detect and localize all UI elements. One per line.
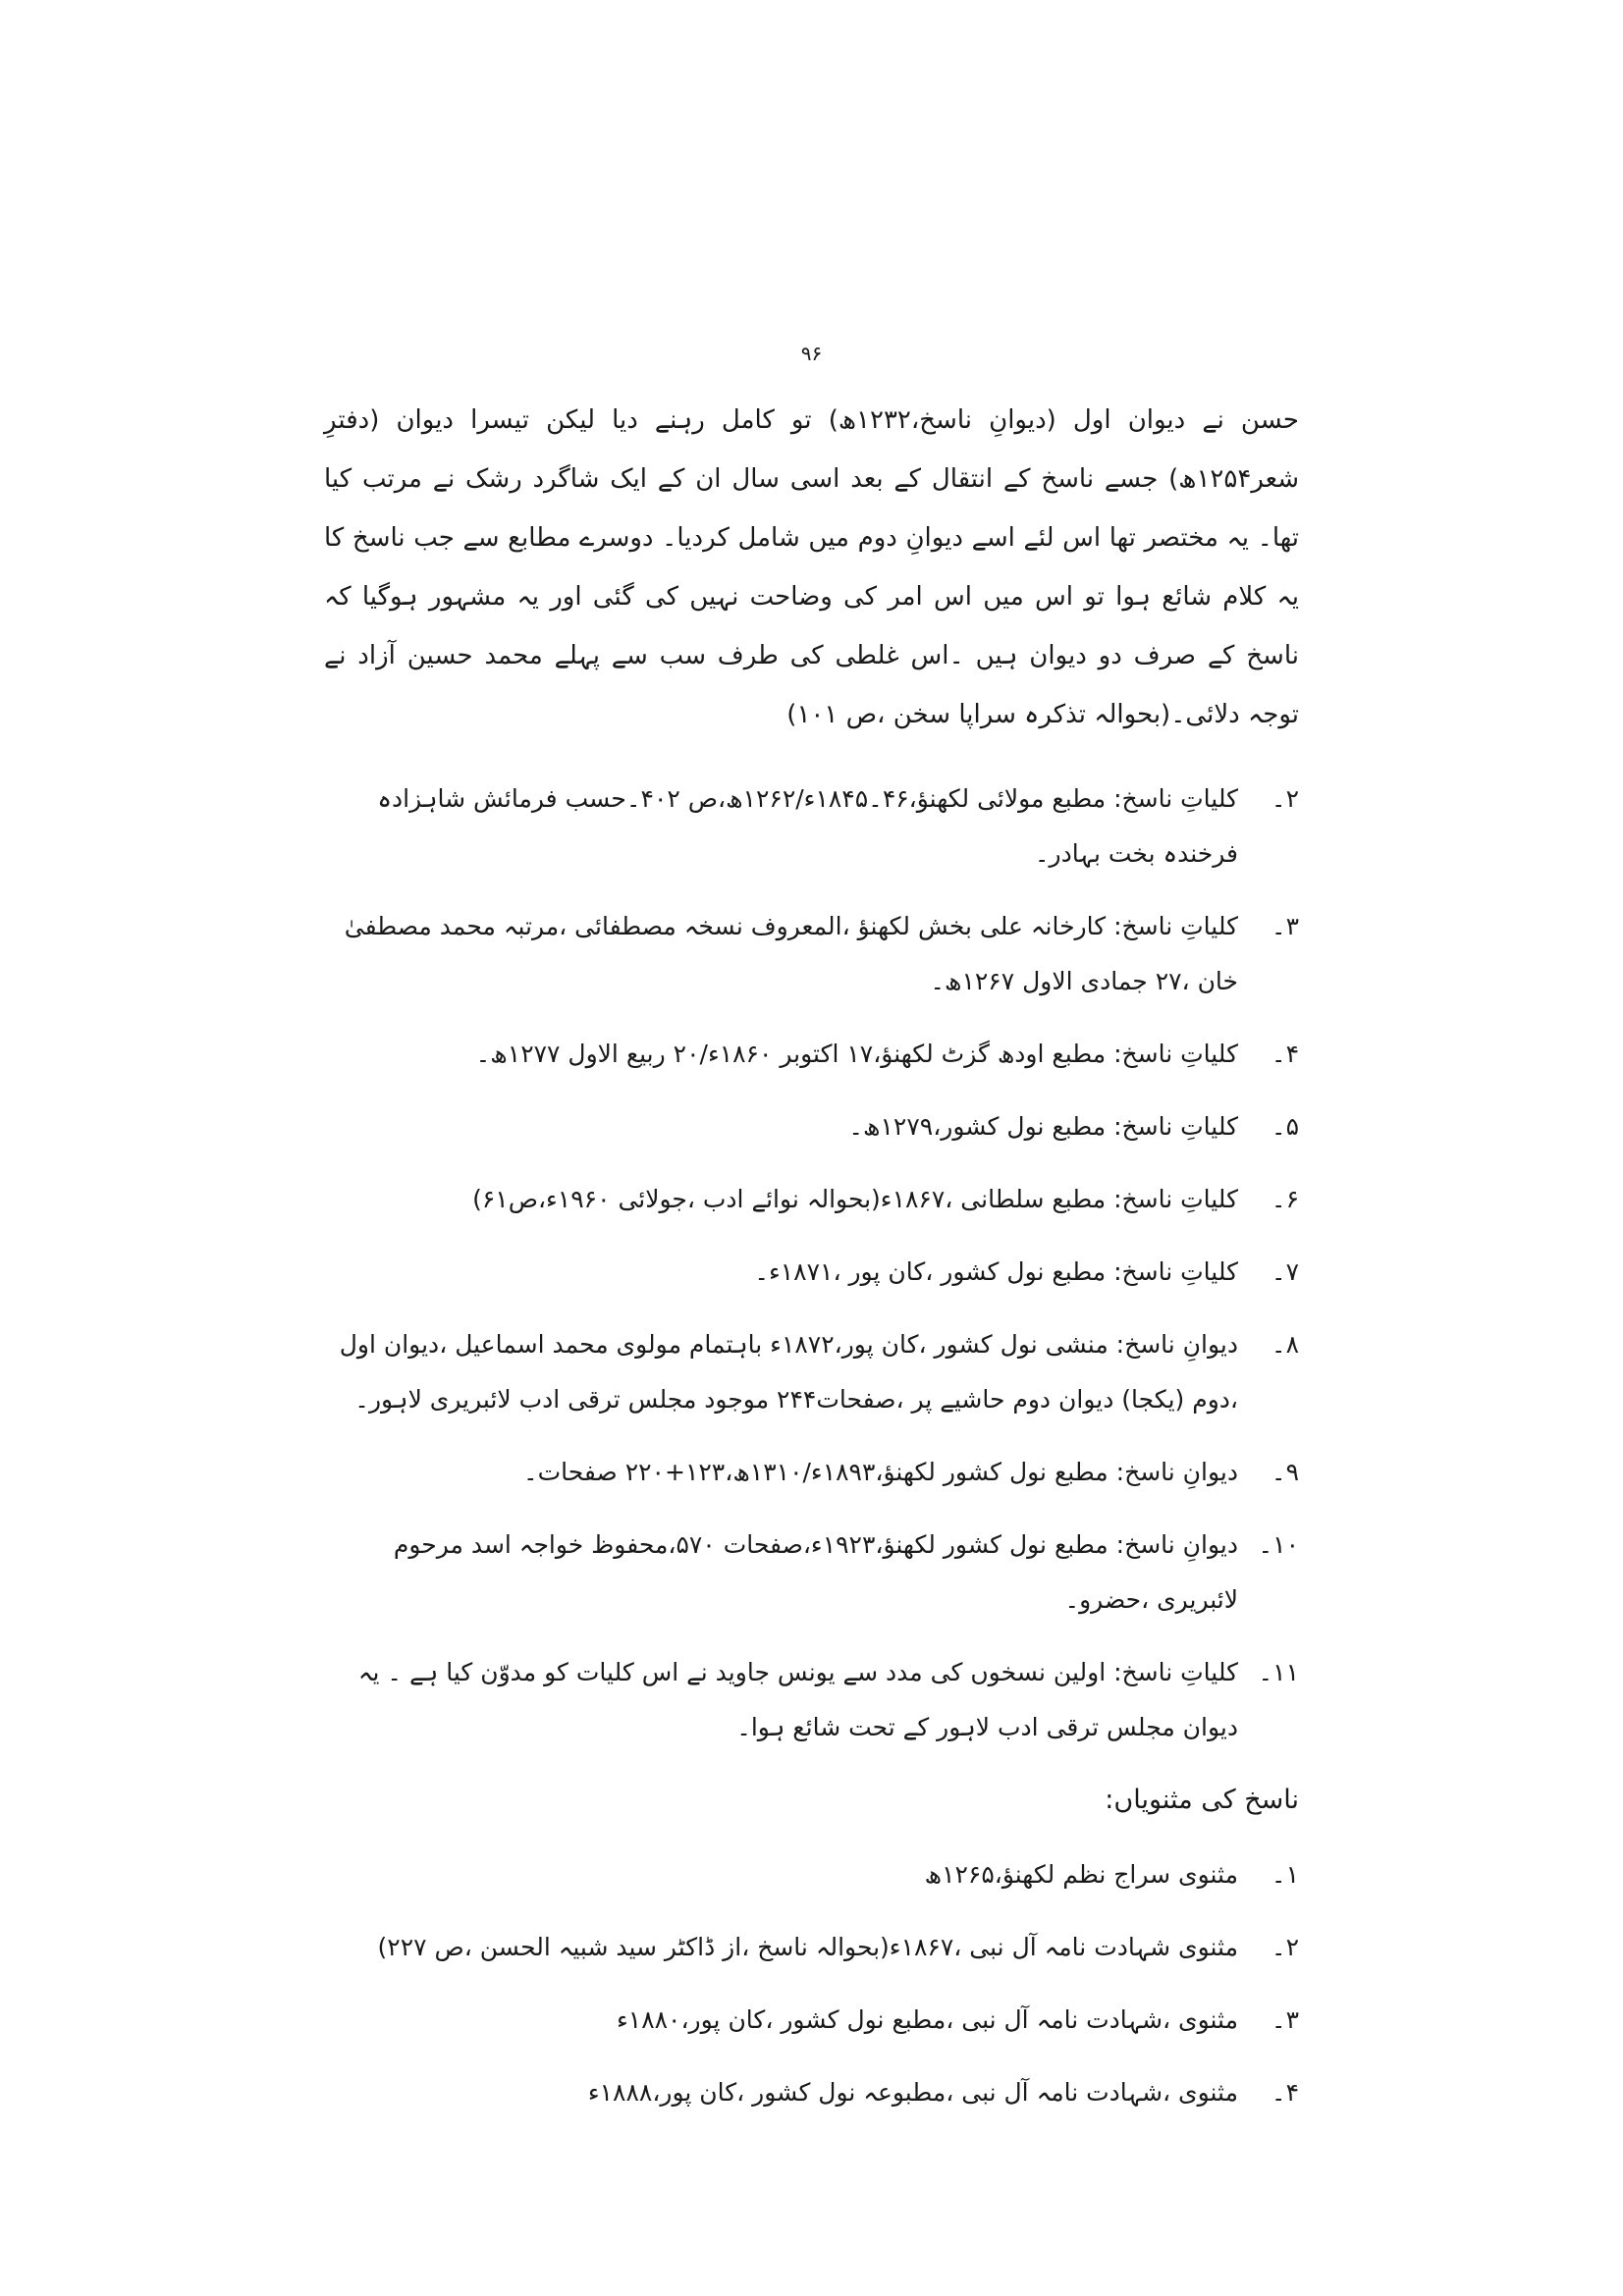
list-text: دیوانِ ناسخ: مطبع نول کشور لکھنؤ،۱۹۲۳ء،صفحات ۵۷۰،محفوظ خواجہ اسد مرحوم لائبریری ،حضرو۔ [393,1530,1238,1614]
list-number: ۹۔ [1271,1458,1299,1486]
intro-line: حسن نے دیوان اول (دیوانِ ناسخ،۱۲۳۲ھ) تو کامل رہنے دیا لیکن تیسرا دیوان (دفترِ شعر۱۲۵۴ھ) جسے ناسخ کے [324,405,1300,494]
intro-paragraph [324,391,1299,744]
list-text: دیوانِ ناسخ: مطبع نول کشور لکھنؤ،۱۸۹۳ء/۱۳۱۰ھ،۱۲۳+۲۲۰ صفحات۔ [522,1458,1238,1486]
list-text: کلیاتِ ناسخ: مطبع نول کشور،۱۲۷۹ھ۔ [848,1112,1238,1141]
list-number: ۱۱۔ [1258,1658,1299,1686]
list-text: کلیاتِ ناسخ: مطبع اودھ گزٹ لکھنؤ،۱۷ اکتوبر ۱۸۶۰ء/۲۰ ربیع الاول ۱۲۷۷ھ۔ [475,1040,1238,1068]
list-text: مثنوی ،شہادت نامہ آل نبی ،مطبع نول کشور ،کان پور،۱۸۸۰ء [617,2005,1238,2034]
list-number: ۳۔ [1271,912,1299,940]
list-item [324,1445,1299,1500]
list-number: ۳۔ [1271,2005,1299,2034]
list-number: ۱۰۔ [1258,1530,1299,1559]
list-text: مثنوی ،شہادت نامہ آل نبی ،مطبوعہ نول کشور ،کان پور،۱۸۸۸ء [587,2078,1238,2107]
list-item [324,1245,1299,1300]
intro-line: انتقال کے بعد اسی سال ان کے ایک شاگرد رشک نے مرتب کیا تھا۔ یہ مختصر تھا اس لئے اسے دیوانِ دوم میں [324,464,1300,553]
list-number: ۴۔ [1271,2078,1299,2107]
list-item [324,772,1299,881]
list-item [324,2065,1299,2120]
list-item [324,1645,1299,1755]
list-text: دیوانِ ناسخ: منشی نول کشور ،کان پور،۱۸۷۲ء باہتمام مولوی محمد اسماعیل ،دیوان اول ،دوم (یکجا) دیوان دوم حاشیے پر ،صفحات۲۴۴ موجود مجلس ترقی ادب لائبریری لاہور۔ [339,1330,1238,1414]
list-number: ۵۔ [1271,1112,1299,1141]
list-text: مثنوی شہادت نامہ آل نبی ،۱۸۶۷ء(بحوالہ ناسخ ،از ڈاکٹر سید شبیہ الحسن ،ص ۲۲۷) [377,1933,1238,1961]
list-item [324,1518,1299,1628]
masnavi-list [324,1847,1299,2120]
list-item [324,1317,1299,1427]
list-item [324,1993,1299,2048]
list-number: ۷۔ [1271,1257,1299,1286]
list-text: کلیاتِ ناسخ: مطبع مولائی لکھنؤ،۴۶۔۱۸۴۵ء/۱۲۶۲ھ،ص ۴۰۲۔حسب فرمائش شاہزادہ فرخندہ بخت بہادر۔ [377,784,1238,868]
list-number: ۴۔ [1271,1040,1299,1068]
editions-list [324,772,1299,1755]
list-text: کلیاتِ ناسخ: مطبع نول کشور ،کان پور ،۱۸۷۱ء۔ [754,1257,1238,1286]
list-number: ۲۔ [1271,1933,1299,1961]
section-heading: ناسخ کی مثنویاں: [1105,1785,1299,1815]
list-number: ۸۔ [1271,1330,1299,1359]
list-item [324,1099,1299,1154]
intro-line: دلائی۔(بحوالہ تذکرہ سراپا سخن ،ص ۱۰۱) [786,700,1240,729]
page-number: ۹۶ [800,342,823,365]
list-item [324,1847,1299,1902]
list-item [324,1172,1299,1227]
intro-line: مشہور ہوگیا کہ ناسخ کے صرف دو دیوان ہیں ۔اس غلطی کی طرف سب سے پہلے محمد حسین آزاد نے توجہ [324,582,1299,729]
list-number: ۶۔ [1271,1185,1299,1213]
list-item [324,899,1299,1009]
intro-line: شامل کردیا۔ دوسرے مطابع سے جب ناسخ کا یہ کلام شائع ہوا تو اس میں اس امر کی وضاحت نہیں کی گئی اور یہ [324,523,1300,612]
list-number: ۲۔ [1271,784,1299,813]
list-text: کلیاتِ ناسخ: کارخانہ علی بخش لکھنؤ ،المعروف نسخہ مصطفائی ،مرتبہ محمد مصطفیٰ خان ،۲۷ جمادی الاول ۱۲۶۷ھ۔ [344,912,1238,995]
page-content [324,391,1299,2138]
list-text: مثنوی سراج نظم لکھنؤ،۱۲۶۵ھ [924,1860,1238,1889]
list-number: ۱۔ [1271,1860,1299,1889]
list-item [324,1920,1299,1975]
list-item [324,1027,1299,1082]
list-text: کلیاتِ ناسخ: اولین نسخوں کی مدد سے یونس جاوید نے اس کلیات کو مدوّن کیا ہے ۔ یہ دیوان مجلس ترقی ادب لاہور کے تحت شائع ہوا۔ [357,1658,1238,1741]
list-text: کلیاتِ ناسخ: مطبع سلطانی ،۱۸۶۷ء(بحوالہ نوائے ادب ،جولائی ۱۹۶۰ء،ص۶۱) [472,1185,1238,1213]
